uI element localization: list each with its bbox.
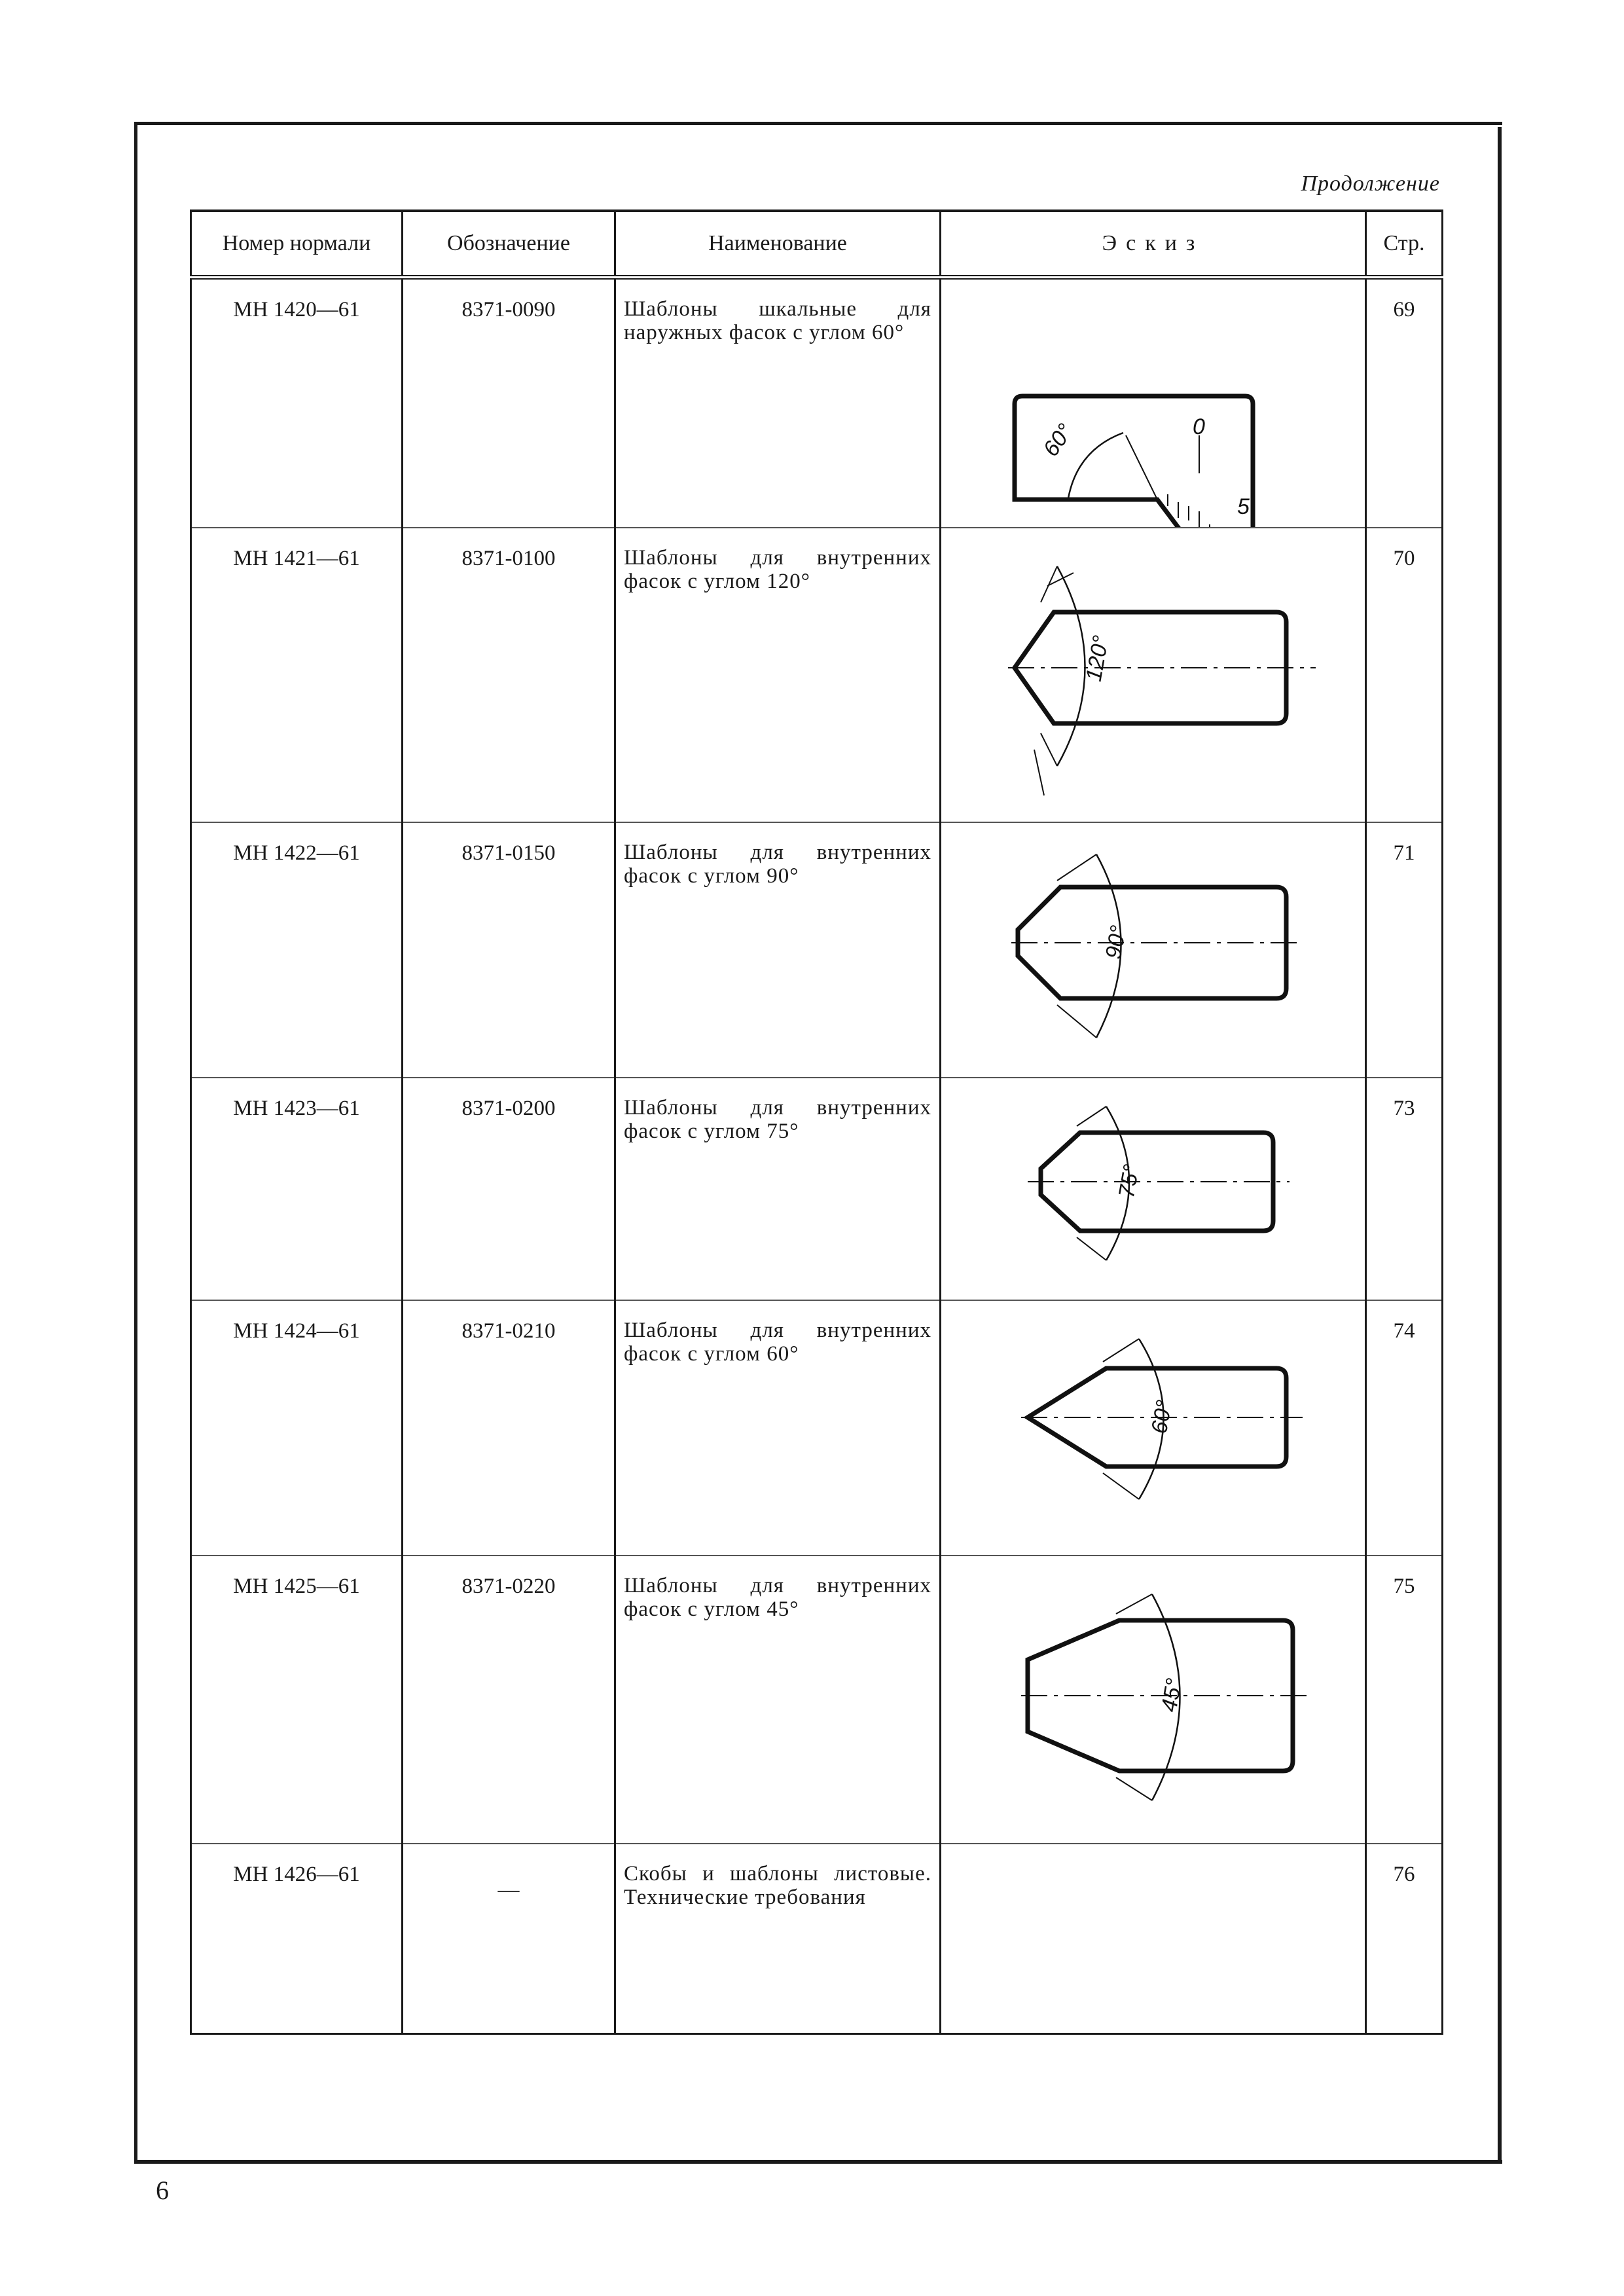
norm-code: 8371-0150 — [403, 822, 615, 1078]
table-header-row — [191, 211, 1443, 278]
angle-label: 120° — [1081, 633, 1114, 683]
table-row — [191, 1078, 1443, 1300]
norm-number: МН 1425—61 — [191, 1556, 403, 1844]
norm-sketch-cell — [941, 1078, 1366, 1300]
norm-name: Шаблоны для внутренних фасок с углом 45° — [615, 1556, 941, 1844]
table-row — [191, 1556, 1443, 1844]
column-header-number: Номер нормали — [191, 211, 403, 278]
norm-sketch-cell — [941, 822, 1366, 1078]
norm-number: МН 1422—61 — [191, 822, 403, 1078]
scale-template-60-icon — [949, 298, 1368, 527]
norm-code: 8371-0220 — [403, 1556, 615, 1844]
norm-code: — — [403, 1844, 615, 2033]
page-ref: 76 — [1366, 1844, 1443, 2033]
norm-sketch-cell — [941, 528, 1366, 822]
column-header-sketch: Эскиз — [941, 211, 1366, 278]
continuation-label: Продолжение — [1301, 172, 1440, 196]
page-ref: 71 — [1366, 822, 1443, 1078]
angle-label: 90° — [1100, 923, 1132, 961]
norm-name: Шаблоны для внутренних фасок с углом 75° — [615, 1078, 941, 1300]
chamfer-template-45-icon — [949, 1575, 1368, 1843]
page-ref: 70 — [1366, 528, 1443, 822]
page-frame-bottom — [134, 2160, 1502, 2164]
norm-code: 8371-0090 — [403, 278, 615, 528]
angle-label: 60° — [1146, 1398, 1178, 1436]
table-row — [191, 528, 1443, 822]
page-frame-right — [1498, 127, 1502, 2163]
column-header-code: Обозначение — [403, 211, 615, 278]
norm-name: Шаблоны для внутренних фасок с углом 120° — [615, 528, 941, 822]
table-row — [191, 822, 1443, 1078]
page-number: 6 — [156, 2176, 169, 2205]
norm-name: Скобы и шаблоны листовые. Технические требования — [615, 1844, 941, 2033]
norm-code: 8371-0200 — [403, 1078, 615, 1300]
norm-name: Шаблоны для внутренних фасок с углом 90° — [615, 822, 941, 1078]
norm-sketch-cell — [941, 278, 1366, 528]
page-frame-left — [134, 122, 137, 2163]
norm-number: МН 1421—61 — [191, 528, 403, 822]
norm-name: Шаблоны шкальные для наружных фасок с углом 60° — [615, 278, 941, 528]
norm-number: МН 1423—61 — [191, 1078, 403, 1300]
table-row — [191, 1300, 1443, 1556]
chamfer-template-75-icon — [949, 1097, 1368, 1300]
column-header-name: Наименование — [615, 211, 941, 278]
chamfer-template-90-icon — [949, 841, 1368, 1077]
page-ref: 75 — [1366, 1556, 1443, 1844]
chamfer-template-60-icon — [949, 1319, 1368, 1555]
angle-label: 45° — [1156, 1676, 1187, 1714]
page-ref: 73 — [1366, 1078, 1443, 1300]
scale-label-five: 5 — [1237, 494, 1250, 519]
angle-label: 60° — [1038, 419, 1078, 462]
norm-code: 8371-0100 — [403, 528, 615, 822]
norm-sketch-cell — [941, 1300, 1366, 1556]
column-header-page: Стр. — [1366, 211, 1443, 278]
norm-name: Шаблоны для внутренних фасок с углом 60° — [615, 1300, 941, 1556]
page-ref: 74 — [1366, 1300, 1443, 1556]
norm-sketch-cell — [941, 1556, 1366, 1844]
chamfer-template-120-icon — [949, 547, 1368, 822]
norm-number: МН 1426—61 — [191, 1844, 403, 2033]
table-row — [191, 1844, 1443, 2033]
scale-label-zero: 0 — [1193, 414, 1205, 439]
angle-label: 75° — [1113, 1162, 1145, 1200]
norm-number: МН 1420—61 — [191, 278, 403, 528]
norm-code: 8371-0210 — [403, 1300, 615, 1556]
page-ref: 69 — [1366, 278, 1443, 528]
norm-number: МН 1424—61 — [191, 1300, 403, 1556]
table-row — [191, 278, 1443, 528]
norm-sketch-cell — [941, 1844, 1366, 2033]
norms-table — [190, 210, 1443, 2035]
page-frame-top — [134, 122, 1502, 125]
